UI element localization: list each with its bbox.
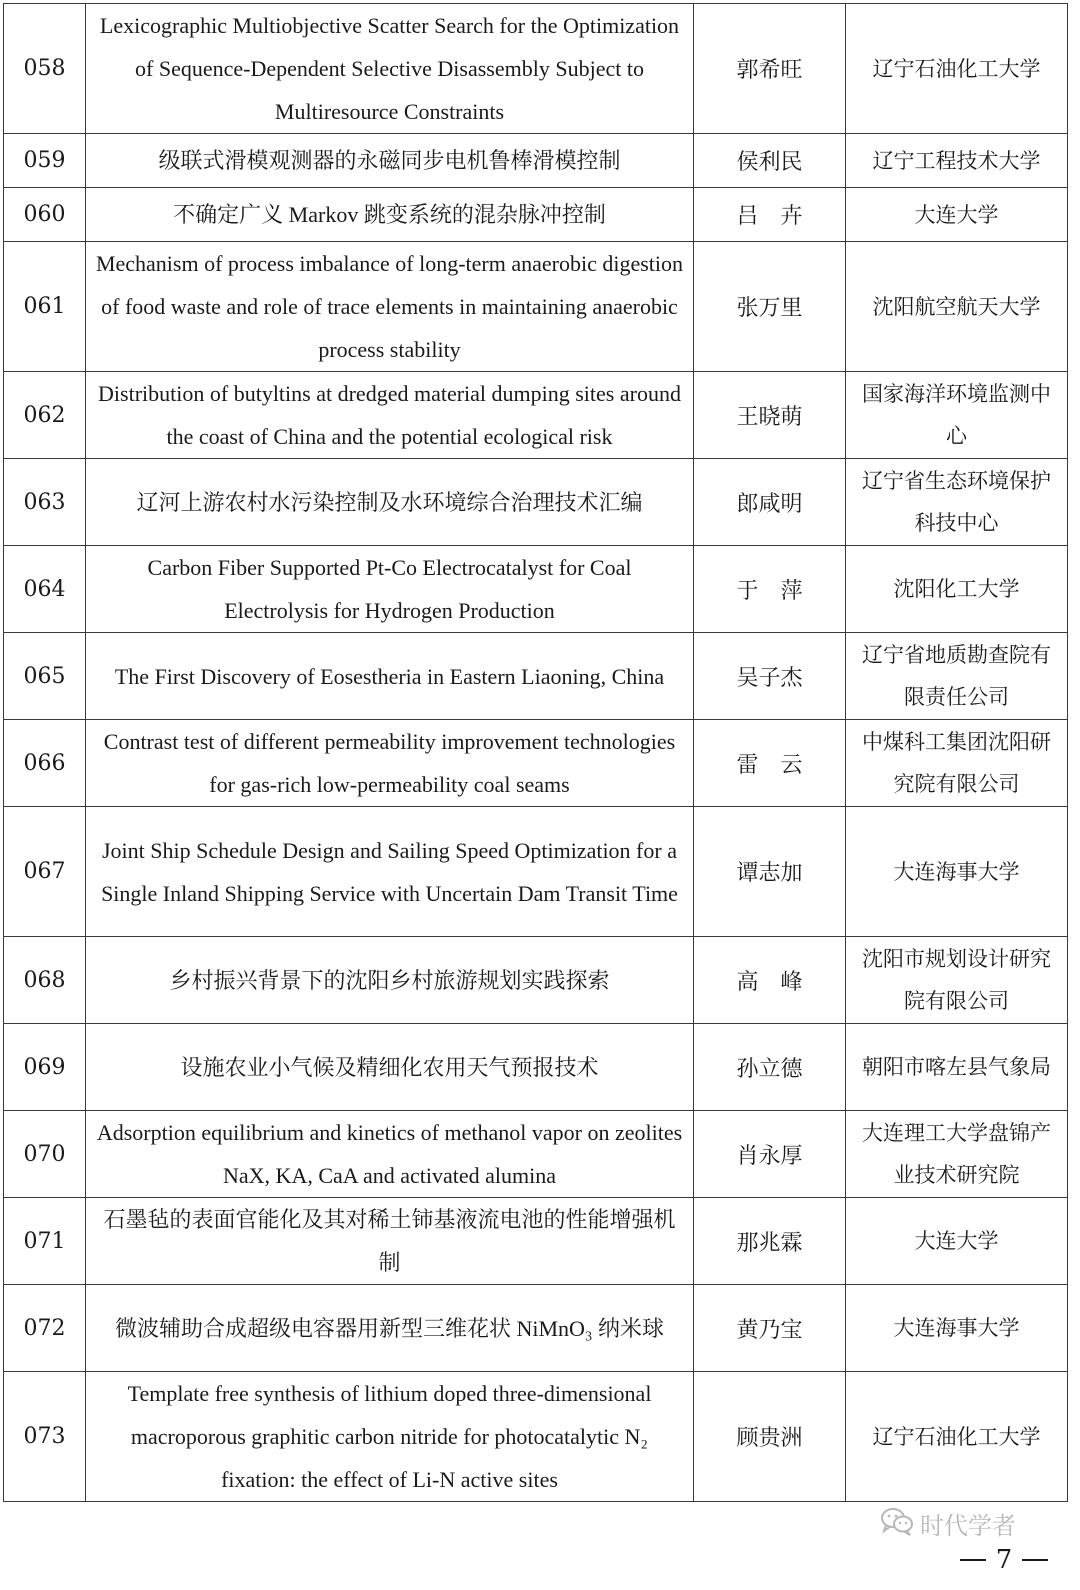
award-table [3, 3, 1068, 1502]
row-number: 068 [4, 937, 86, 1024]
table-row [4, 546, 1068, 633]
row-number: 059 [4, 134, 86, 188]
watermark [880, 1506, 1016, 1540]
paper-title: 乡村振兴背景下的沈阳乡村旅游规划实践探索 [86, 937, 694, 1024]
row-number: 063 [4, 459, 86, 546]
table-row [4, 134, 1068, 188]
institution: 大连大学 [846, 188, 1068, 242]
table-row [4, 459, 1068, 546]
institution: 国家海洋环境监测中心 [846, 372, 1068, 459]
author-name: 侯利民 [694, 134, 846, 188]
institution: 沈阳航空航天大学 [846, 242, 1068, 372]
paper-title: 设施农业小气候及精细化农用天气预报技术 [86, 1024, 694, 1111]
author-name: 谭志加 [694, 807, 846, 937]
institution: 辽宁工程技术大学 [846, 134, 1068, 188]
table-row [4, 1285, 1068, 1372]
row-number: 066 [4, 720, 86, 807]
page-number-dash-left [960, 1559, 986, 1561]
institution: 大连理工大学盘锦产业技术研究院 [846, 1111, 1068, 1198]
author-name: 黄乃宝 [694, 1285, 846, 1372]
institution: 大连海事大学 [846, 807, 1068, 937]
wechat-icon [880, 1506, 914, 1540]
table-row [4, 1372, 1068, 1502]
row-number: 065 [4, 633, 86, 720]
row-number: 058 [4, 4, 86, 134]
institution: 朝阳市喀左县气象局 [846, 1024, 1068, 1111]
table-row [4, 242, 1068, 372]
row-number: 073 [4, 1372, 86, 1502]
author-name: 吴子杰 [694, 633, 846, 720]
institution: 辽宁石油化工大学 [846, 4, 1068, 134]
table-row [4, 937, 1068, 1024]
table-row [4, 1024, 1068, 1111]
paper-title: Mechanism of process imbalance of long-term anaerobic digestion of food waste and role of trace elements in maintaining anaerobic process stability [86, 242, 694, 372]
author-name: 高 峰 [694, 937, 846, 1024]
author-name: 吕 卉 [694, 188, 846, 242]
watermark-text: 时代学者 [920, 1511, 1016, 1540]
row-number: 070 [4, 1111, 86, 1198]
row-number: 067 [4, 807, 86, 937]
row-number: 064 [4, 546, 86, 633]
row-number: 060 [4, 188, 86, 242]
paper-title: 石墨毡的表面官能化及其对稀土铈基液流电池的性能增强机制 [86, 1198, 694, 1285]
table-row [4, 633, 1068, 720]
institution: 辽宁省生态环境保护科技中心 [846, 459, 1068, 546]
author-name: 那兆霖 [694, 1198, 846, 1285]
row-number: 069 [4, 1024, 86, 1111]
institution: 大连大学 [846, 1198, 1068, 1285]
author-name: 郎咸明 [694, 459, 846, 546]
paper-title: Lexicographic Multiobjective Scatter Search for the Optimization of Sequence-Dependent Selective Disassembly Subject to Multiresource Constraints [86, 4, 694, 134]
author-name: 雷 云 [694, 720, 846, 807]
author-name: 肖永厚 [694, 1111, 846, 1198]
table-row [4, 1111, 1068, 1198]
table-row [4, 372, 1068, 459]
author-name: 顾贵洲 [694, 1372, 846, 1502]
institution: 辽宁石油化工大学 [846, 1372, 1068, 1502]
table-row [4, 188, 1068, 242]
table-row [4, 720, 1068, 807]
paper-title: Joint Ship Schedule Design and Sailing Speed Optimization for a Single Inland Shipping Service with Uncertain Dam Transit Time [86, 807, 694, 937]
page-number-dash-right [1022, 1559, 1048, 1561]
paper-title: Carbon Fiber Supported Pt-Co Electrocatalyst for Coal Electrolysis for Hydrogen Production [86, 546, 694, 633]
row-number: 062 [4, 372, 86, 459]
page-number [944, 1540, 1064, 1580]
author-name: 孙立德 [694, 1024, 846, 1111]
paper-title: 级联式滑模观测器的永磁同步电机鲁棒滑模控制 [86, 134, 694, 188]
paper-title: 微波辅助合成超级电容器用新型三维花状 NiMnO₃ 纳米球 [86, 1285, 694, 1372]
paper-title: 不确定广义 Markov 跳变系统的混杂脉冲控制 [86, 188, 694, 242]
institution: 大连海事大学 [846, 1285, 1068, 1372]
paper-title: Contrast test of different permeability improvement technologies for gas-rich low-permeability coal seams [86, 720, 694, 807]
author-name: 于 萍 [694, 546, 846, 633]
paper-title: Adsorption equilibrium and kinetics of methanol vapor on zeolites NaX, KA, CaA and activated alumina [86, 1111, 694, 1198]
table-row [4, 1198, 1068, 1285]
table-row [4, 807, 1068, 937]
row-number: 072 [4, 1285, 86, 1372]
author-name: 张万里 [694, 242, 846, 372]
table-row [4, 4, 1068, 134]
paper-title: 辽河上游农村水污染控制及水环境综合治理技术汇编 [86, 459, 694, 546]
row-number: 061 [4, 242, 86, 372]
paper-title: The First Discovery of Eosestheria in Eastern Liaoning, China [86, 633, 694, 720]
institution: 沈阳市规划设计研究院有限公司 [846, 937, 1068, 1024]
paper-title: Distribution of butyltins at dredged material dumping sites around the coast of China and the potential ecological risk [86, 372, 694, 459]
author-name: 王晓萌 [694, 372, 846, 459]
author-name: 郭希旺 [694, 4, 846, 134]
row-number: 071 [4, 1198, 86, 1285]
institution: 中煤科工集团沈阳研究院有限公司 [846, 720, 1068, 807]
institution: 沈阳化工大学 [846, 546, 1068, 633]
page-number-value: 7 [995, 1545, 1013, 1575]
institution: 辽宁省地质勘查院有限责任公司 [846, 633, 1068, 720]
paper-title: Template free synthesis of lithium doped three-dimensional macroporous graphitic carbon nitride for photocatalytic N₂ fixation: the effect of Li-N active sites [86, 1372, 694, 1502]
